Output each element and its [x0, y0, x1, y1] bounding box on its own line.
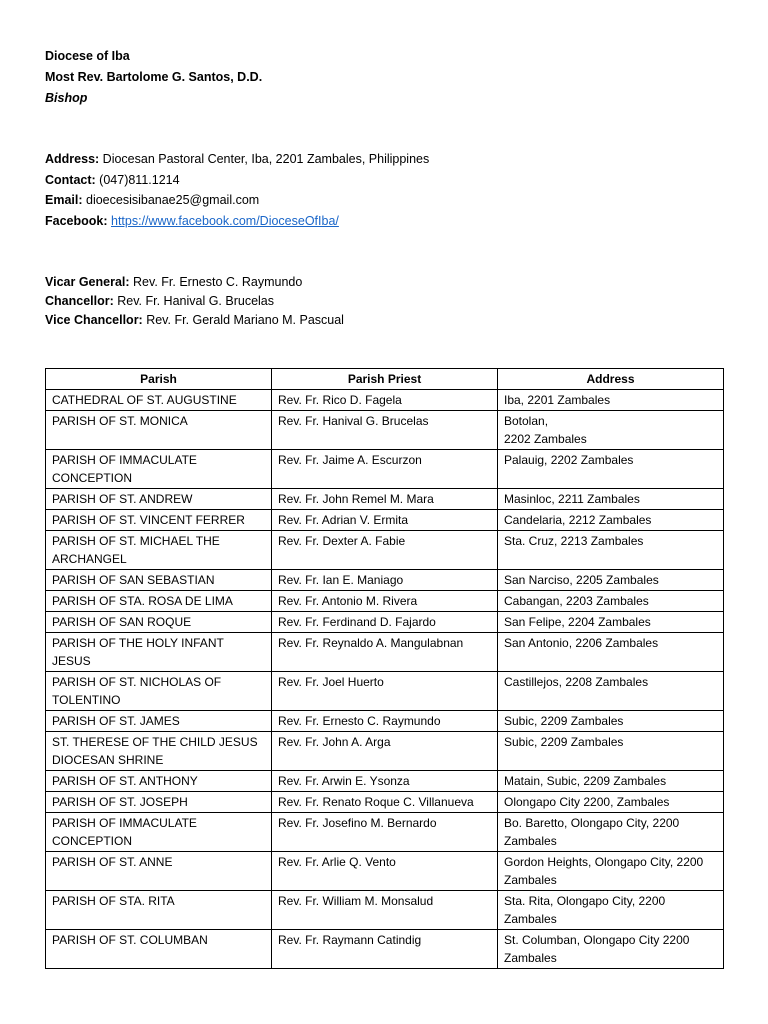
table-row: [46, 411, 724, 450]
table-header-row: [46, 369, 724, 390]
parish-cell: PARISH OF ST. MICHAEL THE ARCHANGEL: [46, 531, 272, 570]
facebook-link[interactable]: https://www.facebook.com/DioceseOfIba/: [111, 214, 339, 228]
parish-cell: PARISH OF SAN ROQUE: [46, 612, 272, 633]
table-row: [46, 930, 724, 969]
contact-label: Contact:: [45, 173, 96, 187]
parish-table-body: [46, 390, 724, 969]
address-cell: Matain, Subic, 2209 Zambales: [498, 771, 724, 792]
parish-cell: PARISH OF THE HOLY INFANT JESUS: [46, 633, 272, 672]
priest-cell: Rev. Fr. Ferdinand D. Fajardo: [272, 612, 498, 633]
address-cell: Castillejos, 2208 Zambales: [498, 672, 724, 711]
chancellor-label: Chancellor:: [45, 294, 114, 308]
header-parish-priest: Parish Priest: [272, 369, 498, 390]
parish-cell: PARISH OF STA. ROSA DE LIMA: [46, 591, 272, 612]
header-address: Address: [498, 369, 724, 390]
parish-cell: PARISH OF ST. ANNE: [46, 852, 272, 891]
priest-cell: Rev. Fr. Jaime A. Escurzon: [272, 450, 498, 489]
table-row: [46, 390, 724, 411]
parish-cell: PARISH OF ST. COLUMBAN: [46, 930, 272, 969]
table-row: [46, 591, 724, 612]
table-row: [46, 510, 724, 531]
parish-cell: PARISH OF ST. VINCENT FERRER: [46, 510, 272, 531]
address-cell: Subic, 2209 Zambales: [498, 711, 724, 732]
table-row: [46, 813, 724, 852]
priest-cell: Rev. Fr. Renato Roque C. Villanueva: [272, 792, 498, 813]
table-row: [46, 531, 724, 570]
table-row: [46, 891, 724, 930]
table-row: [46, 450, 724, 489]
priest-cell: Rev. Fr. William M. Monsalud: [272, 891, 498, 930]
priest-cell: Rev. Fr. Adrian V. Ermita: [272, 510, 498, 531]
table-row: [46, 570, 724, 591]
address-cell: Gordon Heights, Olongapo City, 2200 Zambales: [498, 852, 724, 891]
vicar-value: Rev. Fr. Ernesto C. Raymundo: [129, 275, 303, 289]
address-cell: Palauig, 2202 Zambales: [498, 450, 724, 489]
table-row: [46, 852, 724, 891]
address-cell: Candelaria, 2212 Zambales: [498, 510, 724, 531]
parish-cell: PARISH OF ST. JOSEPH: [46, 792, 272, 813]
address-cell: Subic, 2209 Zambales: [498, 732, 724, 771]
priest-cell: Rev. Fr. Raymann Catindig: [272, 930, 498, 969]
address-label: Address:: [45, 152, 100, 166]
address-line: [45, 150, 429, 168]
chancellor-value: Rev. Fr. Hanival G. Brucelas: [113, 294, 275, 308]
table-row: [46, 612, 724, 633]
parish-cell: PARISH OF SAN SEBASTIAN: [46, 570, 272, 591]
address-cell: San Felipe, 2204 Zambales: [498, 612, 724, 633]
priest-cell: Rev. Fr. Antonio M. Rivera: [272, 591, 498, 612]
priest-cell: Rev. Fr. John A. Arga: [272, 732, 498, 771]
parish-cell: PARISH OF IMMACULATE CONCEPTION: [46, 450, 272, 489]
email-line: [45, 191, 259, 209]
priest-cell: Rev. Fr. Joel Huerto: [272, 672, 498, 711]
priest-cell: Rev. Fr. Arlie Q. Vento: [272, 852, 498, 891]
chancellor-line: [45, 292, 274, 310]
table-row: [46, 489, 724, 510]
address-value: Diocesan Pastoral Center, Iba, 2201 Zambales, Philippines: [99, 152, 430, 166]
table-row: [46, 633, 724, 672]
address-cell: San Narciso, 2205 Zambales: [498, 570, 724, 591]
facebook-line: [45, 212, 339, 230]
address-cell: St. Columban, Olongapo City 2200 Zambales: [498, 930, 724, 969]
address-cell: Botolan, 2202 Zambales: [498, 411, 724, 450]
parish-cell: PARISH OF ST. JAMES: [46, 711, 272, 732]
email-value: dioecesisibanae25@gmail.com: [82, 193, 260, 207]
parish-cell: PARISH OF ST. ANDREW: [46, 489, 272, 510]
address-cell: Masinloc, 2211 Zambales: [498, 489, 724, 510]
priest-cell: Rev. Fr. Josefino M. Bernardo: [272, 813, 498, 852]
table-row: [46, 792, 724, 813]
address-cell: Sta. Cruz, 2213 Zambales: [498, 531, 724, 570]
address-cell: Sta. Rita, Olongapo City, 2200 Zambales: [498, 891, 724, 930]
vicar-label: Vicar General:: [45, 275, 130, 289]
parish-cell: PARISH OF ST. MONICA: [46, 411, 272, 450]
contact-value: (047)811.1214: [95, 173, 180, 187]
parish-cell: PARISH OF ST. ANTHONY: [46, 771, 272, 792]
diocese-name: Diocese of Iba: [45, 49, 130, 63]
address-cell: Bo. Baretto, Olongapo City, 2200 Zambales: [498, 813, 724, 852]
parish-cell: CATHEDRAL OF ST. AUGUSTINE: [46, 390, 272, 411]
table-row: [46, 672, 724, 711]
parish-cell: PARISH OF ST. NICHOLAS OF TOLENTINO: [46, 672, 272, 711]
email-label: Email:: [45, 193, 83, 207]
bishop-title: Bishop: [45, 91, 88, 105]
priest-cell: Rev. Fr. Ian E. Maniago: [272, 570, 498, 591]
parish-cell: ST. THERESE OF THE CHILD JESUS DIOCESAN SHRINE: [46, 732, 272, 771]
address-cell: Cabangan, 2203 Zambales: [498, 591, 724, 612]
vice-chancellor-value: Rev. Fr. Gerald Mariano M. Pascual: [142, 313, 344, 327]
header-parish: Parish: [46, 369, 272, 390]
priest-cell: Rev. Fr. Arwin E. Ysonza: [272, 771, 498, 792]
address-cell: Olongapo City 2200, Zambales: [498, 792, 724, 813]
vice-chancellor-label: Vice Chancellor:: [45, 313, 143, 327]
parish-cell: PARISH OF STA. RITA: [46, 891, 272, 930]
priest-cell: Rev. Fr. Hanival G. Brucelas: [272, 411, 498, 450]
bishop-name: Most Rev. Bartolome G. Santos, D.D.: [45, 70, 263, 84]
priest-cell: Rev. Fr. Dexter A. Fabie: [272, 531, 498, 570]
priest-cell: Rev. Fr. John Remel M. Mara: [272, 489, 498, 510]
priest-cell: Rev. Fr. Rico D. Fagela: [272, 390, 498, 411]
parish-cell: PARISH OF IMMACULATE CONCEPTION: [46, 813, 272, 852]
vicar-line: [45, 273, 302, 291]
priest-cell: Rev. Fr. Ernesto C. Raymundo: [272, 711, 498, 732]
contact-line: [45, 171, 180, 189]
priest-cell: Rev. Fr. Reynaldo A. Mangulabnan: [272, 633, 498, 672]
table-row: [46, 732, 724, 771]
table-row: [46, 771, 724, 792]
vice-chancellor-line: [45, 311, 344, 329]
facebook-label: Facebook:: [45, 214, 108, 228]
address-cell: San Antonio, 2206 Zambales: [498, 633, 724, 672]
parish-table: [45, 368, 724, 969]
table-row: [46, 711, 724, 732]
address-cell: Iba, 2201 Zambales: [498, 390, 724, 411]
